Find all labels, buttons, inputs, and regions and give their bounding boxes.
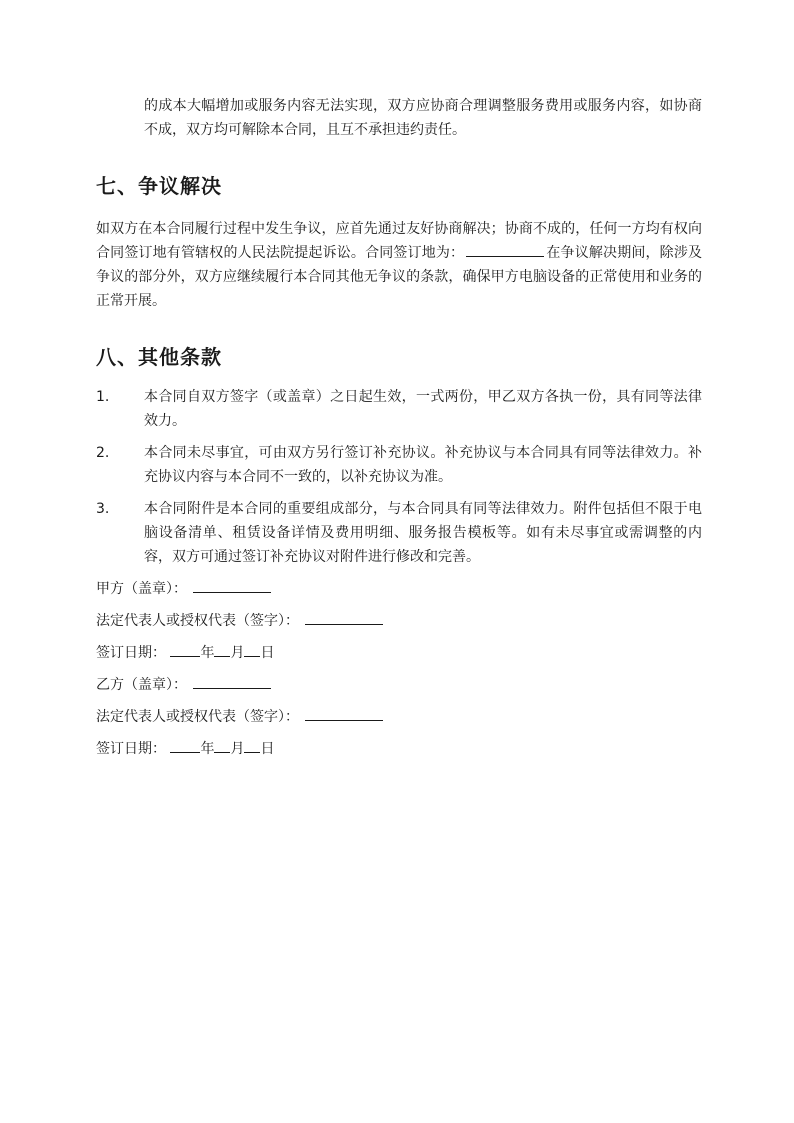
list-item-text: 本合同自双方签字（或盖章）之日起生效，一式两份，甲乙双方各执一份，具有同等法律效力。: [144, 389, 702, 429]
party-b-seal-blank: [193, 674, 271, 689]
party-b-date-line: [96, 737, 702, 769]
section-7-text-after: 在争议解决期间，除涉及争议的部分外，双方应继续履行本合同其他无争议的条款，确保甲方电脑设备的正常使用和业务的正常开展。: [96, 245, 703, 309]
party-a-date-line: [96, 641, 702, 673]
year-blank: [170, 642, 200, 657]
section-8-list: [96, 385, 702, 569]
contract-location-blank: [466, 242, 544, 257]
party-a-seal-line: [96, 577, 702, 609]
continued-paragraph-text: 的成本大幅增加或服务内容无法实现，双方应协商合理调整服务费用或服务内容，如协商不成，双方均可解除本合同，且互不承担违约责任。: [144, 98, 702, 138]
party-a-rep-blank: [305, 610, 383, 625]
list-item: [96, 441, 702, 489]
party-a-rep-line: [96, 609, 702, 641]
list-item-number: 3.: [96, 501, 110, 517]
year-label: 年: [200, 741, 215, 757]
party-b-date-label: 签订日期：: [96, 741, 166, 757]
signature-block: [96, 577, 702, 769]
section-7-title: 七、争议解决: [96, 174, 222, 198]
section-7-text-before: 如双方在本合同履行过程中发生争议，应首先通过友好协商解决；协商不成的，任何一方均有权向合同签订地有管辖权的人民法院提起诉讼。合同签订地为：: [96, 221, 702, 261]
day-label: 日: [260, 741, 275, 757]
list-item-number: 2.: [96, 445, 110, 461]
party-b-seal-label: 乙方（盖章）：: [96, 677, 187, 693]
continued-paragraph: [96, 94, 702, 142]
party-b-seal-line: [96, 673, 702, 705]
section-7-body: [96, 217, 702, 313]
list-item-text: 本合同附件是本合同的重要组成部分，与本合同具有同等法律效力。附件包括但不限于电脑设备清单、租赁设备详情及费用明细、服务报告模板等。如有未尽事宜或需调整的内容，双方可通过签订补充协议对附件进行修改和完善。: [144, 501, 702, 565]
list-item-text: 本合同未尽事宜，可由双方另行签订补充协议。补充协议与本合同具有同等法律效力。补充协议内容与本合同不一致的，以补充协议为准。: [144, 445, 702, 485]
list-item: [96, 497, 702, 569]
list-item: [96, 385, 702, 433]
party-a-seal-label: 甲方（盖章）：: [96, 581, 187, 597]
document-page: [96, 94, 702, 769]
year-blank: [170, 738, 200, 753]
party-a-date-label: 签订日期：: [96, 645, 166, 661]
party-a-rep-label: 法定代表人或授权代表（签字）：: [96, 613, 299, 629]
day-blank: [244, 642, 260, 657]
year-label: 年: [200, 645, 215, 661]
party-b-rep-line: [96, 705, 702, 737]
month-blank: [214, 738, 230, 753]
month-label: 月: [230, 645, 245, 661]
month-blank: [214, 642, 230, 657]
party-b-rep-blank: [305, 706, 383, 721]
list-item-number: 1.: [96, 389, 110, 405]
section-8-title: 八、其他条款: [96, 345, 222, 369]
day-blank: [244, 738, 260, 753]
party-b-rep-label: 法定代表人或授权代表（签字）：: [96, 709, 299, 725]
day-label: 日: [260, 645, 275, 661]
month-label: 月: [230, 741, 245, 757]
party-a-seal-blank: [193, 578, 271, 593]
